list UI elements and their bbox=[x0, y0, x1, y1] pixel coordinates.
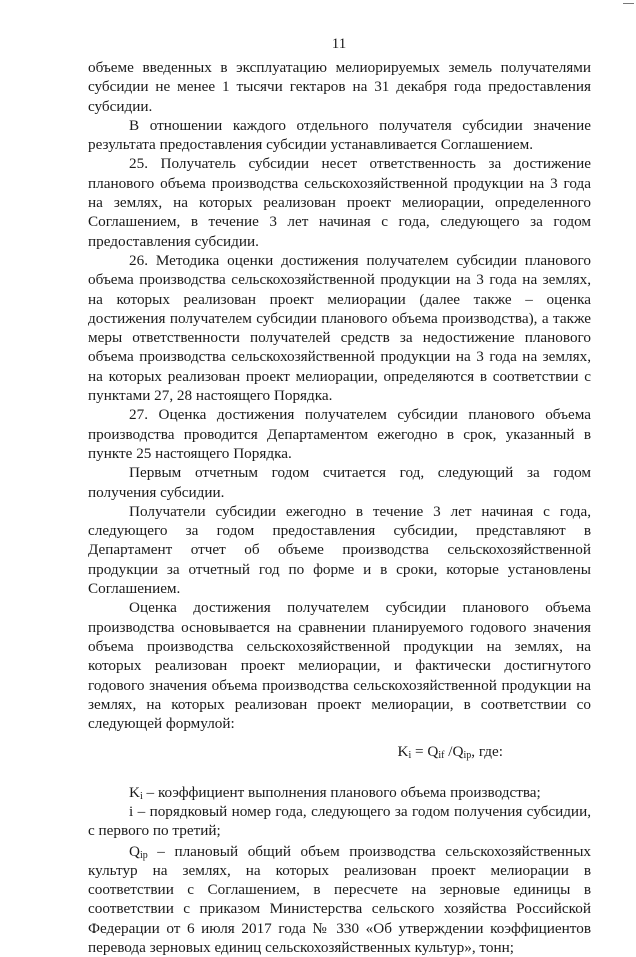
definition-ki bbox=[88, 783, 591, 802]
definition-text: – порядковый номер года, следующего за годом получения субсидии, с первого по третий; bbox=[88, 802, 591, 840]
paragraph-item-26: 26. Методика оценки достижения получателем субсидии планового объема производства сельскохозяйственной продукции на 3 года на землях, на которых реализован проект мелиорации (далее также – оценка достижения получателем субсидии планового объема производства), а также меры ответственности получателей средств за недостижение планового объема производства сельскохозяйственной продукции на 3 года на землях, на которых реализован проект мелиорации, определяются в соответствии с пунктами 27, 28 настоящего Порядка. bbox=[88, 251, 591, 405]
formula-lhs-sub: i bbox=[408, 750, 412, 762]
definition-text: – коэффициент выполнения планового объема производства; bbox=[142, 783, 541, 801]
formula bbox=[88, 742, 591, 761]
formula-lhs: K bbox=[397, 743, 409, 761]
definition-symbol: Q bbox=[129, 842, 140, 860]
paragraph-assessment-basis: Оценка достижения получателем субсидии планового объема производства основывается на сравнении планируемого годового значения объема производства сельскохозяйственной продукции на землях, на которых реализован проект мелиорации, и фактически достигнутого годового значения объема производства сельскохозяйственной продукции на землях, на которых реализован проект мелиорации, в соответствии со следующей формулой: bbox=[88, 599, 591, 733]
formula-eq: = Q bbox=[411, 743, 439, 761]
definition-qip bbox=[88, 842, 591, 957]
paragraph-item-27: 27. Оценка достижения получателем субсидии планового объема производства проводится Департаментом ежегодно в срок, указанный в пункте 25 настоящего Порядка. bbox=[88, 406, 591, 462]
formula-num-sub: if bbox=[438, 750, 445, 762]
definition-symbol-sub: ip bbox=[139, 849, 148, 861]
definition-text: – плановый общий объем производства сельскохозяйственных культур на землях, на которых реализован проект мелиорации в соответствии с Соглашением, в пересчете на зерновые единицы в соответствии с приказом Министерства сельского хозяйства Российской Федерации от 6 июля 2017 года № 330 «Об утверждении коэффициентов перевода зерновых единиц сельскохозяйственных культур», тонн; bbox=[88, 842, 591, 957]
paragraph-item-25: 25. Получатель субсидии несет ответственность за достижение планового объема производства сельскохозяйственной продукции на 3 года на землях, на которых реализован проект мелиорации, определенного Соглашением, в течение 3 лет начиная с года, следующего за годом предоставления субсидии. bbox=[88, 155, 591, 250]
body-text bbox=[88, 58, 591, 957]
formula-tail: , где: bbox=[471, 743, 503, 761]
definition-symbol: K bbox=[129, 783, 140, 801]
paragraph-result-value: В отношении каждого отдельного получателя субсидии значение результата предоставления субсидии устанавливается Соглашением. bbox=[88, 116, 591, 154]
paragraph-continuation: объеме введенных в эксплуатацию мелиорируемых земель получателями субсидии не менее 1 тысячи гектаров на 31 декабря года предоставления субсидии. bbox=[88, 59, 591, 115]
definition-symbol-sub: i bbox=[139, 790, 143, 802]
paragraph-first-report-year: Первым отчетным годом считается год, следующий за годом получения субсидии. bbox=[88, 464, 591, 501]
scan-edge-mark bbox=[620, 0, 636, 8]
formula-den-sub: ip bbox=[463, 750, 472, 762]
definition-symbol: i bbox=[129, 802, 134, 820]
page-number: 11 bbox=[331, 36, 347, 52]
definition-i bbox=[88, 802, 591, 841]
paragraph-annual-report: Получатели субсидии ежегодно в течение 3 лет начиная с года, следующего за годом предоставления субсидии, представляют в Департамент отчет об объеме производства сельскохозяйственной продукции за отчетный год по форме и в сроки, которые установлены Соглашением. bbox=[88, 502, 591, 598]
formula-slash: /Q bbox=[444, 743, 464, 761]
